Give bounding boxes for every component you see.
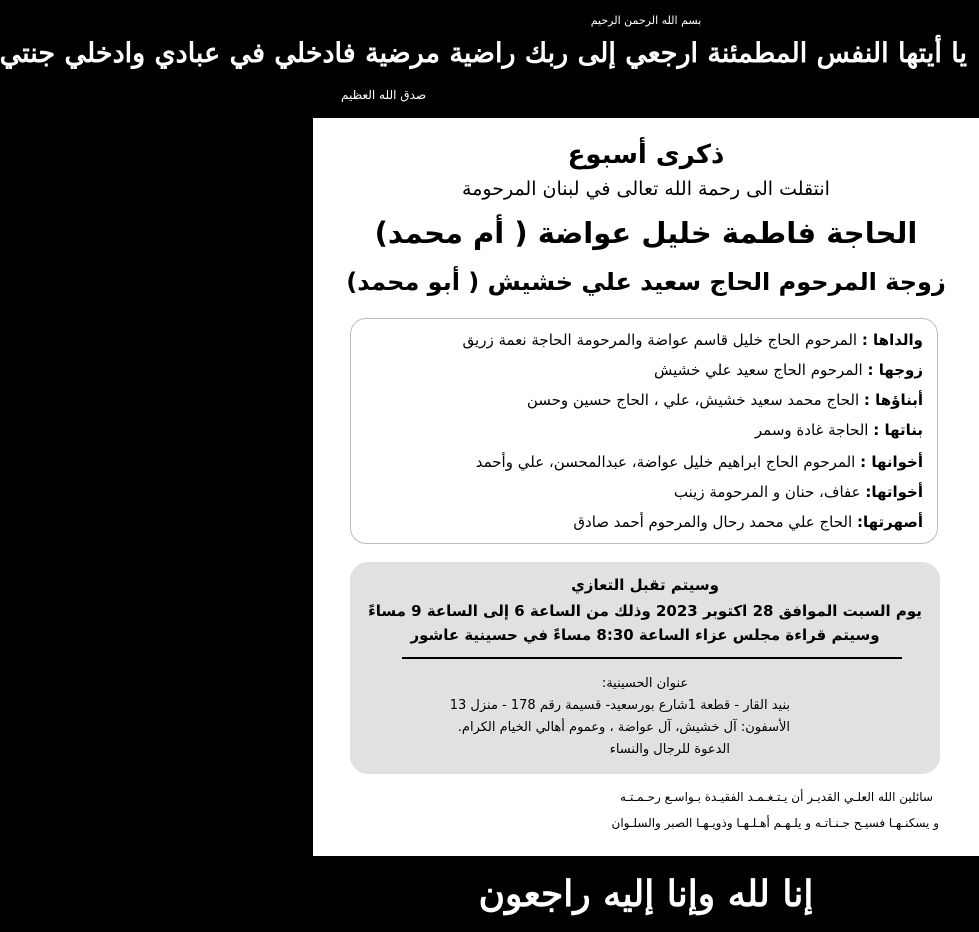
family-label: والداها :: [861, 331, 923, 349]
basmala-text: بسم الله الرحمن الرحيم: [590, 14, 702, 27]
family-label: أبناؤها :: [863, 391, 923, 409]
family-value: الحاجة غادة وسمر: [754, 421, 874, 439]
family-row-husband: [654, 357, 923, 383]
family-value: المرحوم الحاج خليل قاسم عواضة والمرحومة الحاجة نعمة زريق: [462, 331, 862, 349]
family-value: الحاج علي محمد رحال والمرحوم أحمد صادق: [573, 513, 857, 531]
family-value: المرحوم الحاج سعيد علي خشيش: [654, 361, 868, 379]
family-row-daughters: [755, 417, 923, 443]
family-value: الحاج محمد سعيد خشيش، علي ، الحاج حسين وحسن: [526, 391, 864, 409]
mourners-text: الأسفون: آل خشيش، آل عواضة ، وعموم أهالي الخيام الكرام.: [457, 720, 790, 735]
family-row-parents: [463, 327, 923, 353]
closing-prayer-line1: سائلين الله العلـي القديـر أن يـتـغـمـد الفقيـدة بـواسـع رحـمـتـه: [620, 790, 933, 804]
sadaq-text: صدق الله العظيم: [341, 88, 427, 102]
quran-verse: يا أيتها النفس المطمئنة ارجعي إلى ربك راضية مرضية فادخلي في عبادي وادخلي جنتي: [0, 38, 967, 69]
condolence-box: [350, 562, 940, 774]
condolence-title: وسيتم تقبل التعازي: [571, 576, 719, 594]
istirja-verse: إنا لله وإنا إليه راجعون: [478, 873, 814, 915]
family-box: [350, 318, 938, 544]
deceased-name: الحاجة فاطمة خليل عواضة ( أم محمد): [374, 216, 918, 250]
bottom-banner: [313, 856, 979, 932]
divider: [402, 657, 902, 659]
address-text: بنيد القار - قطعة 1شارع بورسعيد- قسيمة رقم 178 - منزل 13: [449, 698, 790, 713]
obituary-sheet: [313, 118, 979, 856]
family-value: المرحوم الحاج ابراهيم خليل عواضة، عبدالمحسن، علي وأحمد: [475, 453, 861, 471]
family-row-sisters: [674, 479, 923, 505]
family-label: بناتها :: [873, 421, 923, 439]
invite-text: الدعوة للرجال والنساء: [609, 742, 730, 757]
spouse-line: زوجة المرحوم الحاج سعيد علي خشيش ( أبو محمد): [346, 268, 946, 296]
family-row-sons: [527, 387, 923, 413]
family-label: أصهرتها:: [856, 513, 923, 531]
closing-prayer-line2: و يسكنـهـا فسيـح جـنـاتـه و يلـهـم أهـلـهـا وذويـهـا الصبر والسلـوان: [611, 816, 939, 830]
top-banner: [0, 0, 979, 118]
notice-intro: انتقلت الى رحمة الله تعالى في لبنان المرحومة: [462, 178, 830, 200]
family-row-brothers: [476, 449, 923, 475]
family-value: عفاف، حنان و المرحومة زينب: [673, 483, 866, 501]
condolence-date: يوم السبت الموافق 28 اكتوبر 2023 وذلك من الساعة 6 إلى الساعة 9 مساءً: [368, 602, 922, 620]
family-label: أخوانها :: [860, 453, 923, 471]
family-label: أخواتها:: [865, 483, 923, 501]
family-row-in-laws: [573, 509, 923, 535]
condolence-majlis: وسيتم قراءة مجلس عزاء الساعة 8:30 مساءً في حسينية عاشور: [410, 626, 880, 644]
notice-title: ذكرى أسبوع: [567, 140, 725, 170]
family-label: زوجها :: [867, 361, 923, 379]
address-title: عنوان الحسينية:: [601, 676, 689, 691]
